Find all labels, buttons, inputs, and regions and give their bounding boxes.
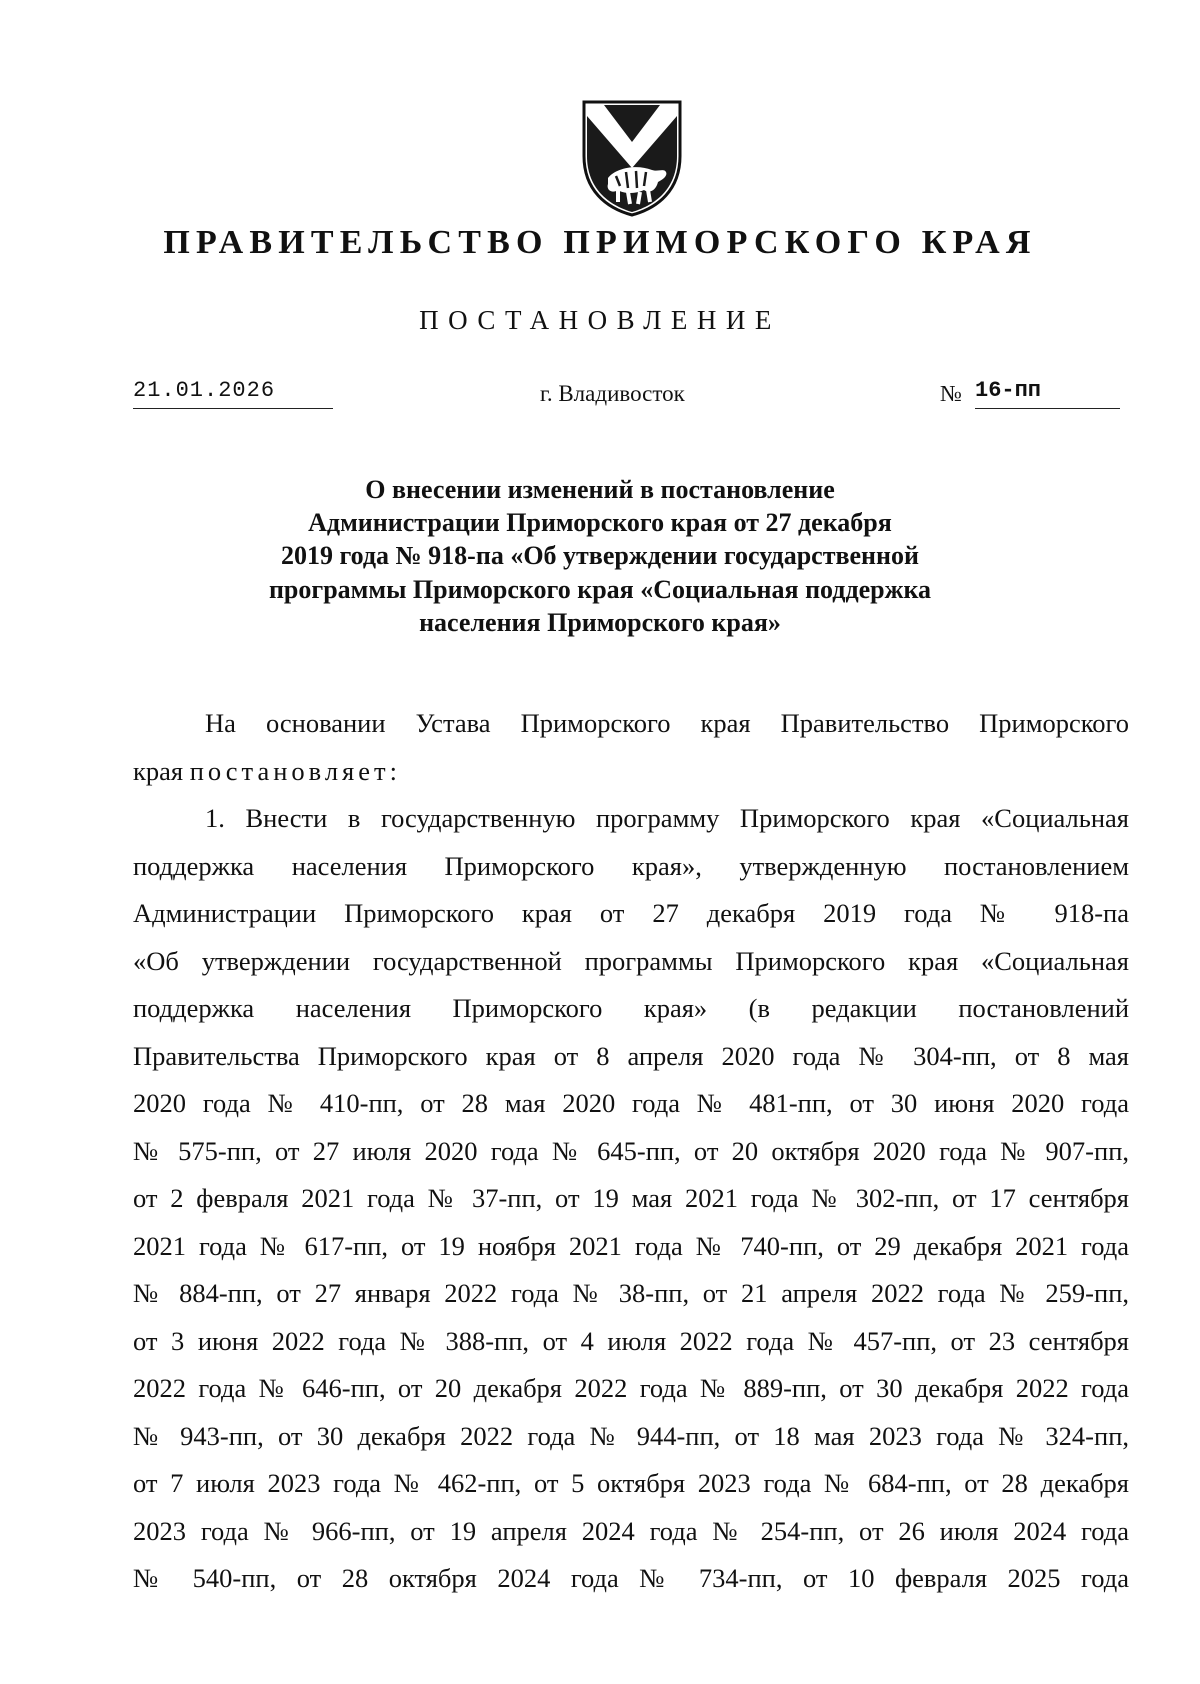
body-line: 2021 года № 617-пп, от 19 ноября 2021 года № 740-пп, от 29 декабря 2021 года bbox=[133, 1230, 1129, 1261]
body-line: 2023 года № 966-пп, от 19 апреля 2024 года № 254-пп, от 26 июля 2024 года bbox=[133, 1515, 1129, 1546]
document-date: 21.01.2026 bbox=[133, 378, 333, 409]
document-city: г. Владивосток bbox=[540, 381, 685, 406]
body-text: края bbox=[133, 755, 190, 786]
body-line: «Об утверждении государственной программы Приморского края «Социальная bbox=[133, 945, 1129, 976]
body-line: Администрации Приморского края от 27 декабря 2019 года № 918-па bbox=[133, 898, 1129, 928]
subject-line: 2019 года № 918-па «Об утверждении государственной bbox=[280, 541, 919, 571]
body-line: 2022 года № 646-пп, от 20 декабря 2022 года № 889-пп, от 30 декабря 2022 года bbox=[133, 1373, 1129, 1403]
body-line: № 540-пп, от 28 октября 2024 года № 734-пп, от 10 февраля 2025 года bbox=[133, 1563, 1129, 1593]
body-line: поддержка населения Приморского края», утвержденную постановлением bbox=[133, 850, 1129, 881]
number-sign: № bbox=[940, 381, 962, 406]
body-line bbox=[133, 748, 1129, 796]
subject-line: программы Приморского края «Социальная поддержка bbox=[268, 574, 932, 604]
body-line: от 2 февраля 2021 года № 37-пп, от 19 мая 2021 года № 302-пп, от 17 сентября bbox=[133, 1183, 1129, 1213]
body-line: На основании Устава Приморского края Правительство Приморского bbox=[205, 708, 1129, 738]
body-line: поддержка населения Приморского края» (в редакции постановлений bbox=[133, 993, 1129, 1023]
resolves-word: постановляет: bbox=[189, 755, 401, 786]
coat-of-arms-emblem bbox=[578, 98, 686, 218]
subject-line: Администрации Приморского края от 27 декабря bbox=[308, 508, 892, 538]
body-line: № 575-пп, от 27 июля 2020 года № 645-пп, от 20 октября 2020 года № 907-пп, bbox=[133, 1135, 1129, 1166]
subject-line: населения Приморского края» bbox=[419, 607, 781, 637]
document-type-title: ПОСТАНОВЛЕНИЕ bbox=[419, 305, 781, 335]
body-line: 1. Внести в государственную программу Приморского края «Социальная bbox=[205, 803, 1129, 833]
body-line: № 884-пп, от 27 января 2022 года № 38-пп, от 21 апреля 2022 года № 259-пп, bbox=[133, 1278, 1129, 1308]
body-line: № 943-пп, от 30 декабря 2022 года № 944-пп, от 18 мая 2023 года № 324-пп, bbox=[133, 1420, 1129, 1451]
subject-line: О внесении изменений в постановление bbox=[365, 475, 835, 504]
body-line: от 7 июля 2023 года № 462-пп, от 5 октября 2023 года № 684-пп, от 28 декабря bbox=[133, 1468, 1129, 1498]
document-subject bbox=[150, 473, 1050, 639]
body-line: 2020 года № 410-пп, от 28 мая 2020 года № 481-пп, от 30 июня 2020 года bbox=[133, 1088, 1129, 1118]
government-title: ПРАВИТЕЛЬСТВО ПРИМОРСКОГО КРАЯ bbox=[163, 224, 1037, 261]
document-body bbox=[133, 700, 1129, 1603]
document-number: 16-пп bbox=[975, 378, 1120, 409]
body-line: Правительства Приморского края от 8 апреля 2020 года № 304-пп, от 8 мая bbox=[133, 1040, 1129, 1071]
body-line: от 3 июня 2022 года № 388-пп, от 4 июля 2022 года № 457-пп, от 23 сентября bbox=[133, 1325, 1129, 1356]
